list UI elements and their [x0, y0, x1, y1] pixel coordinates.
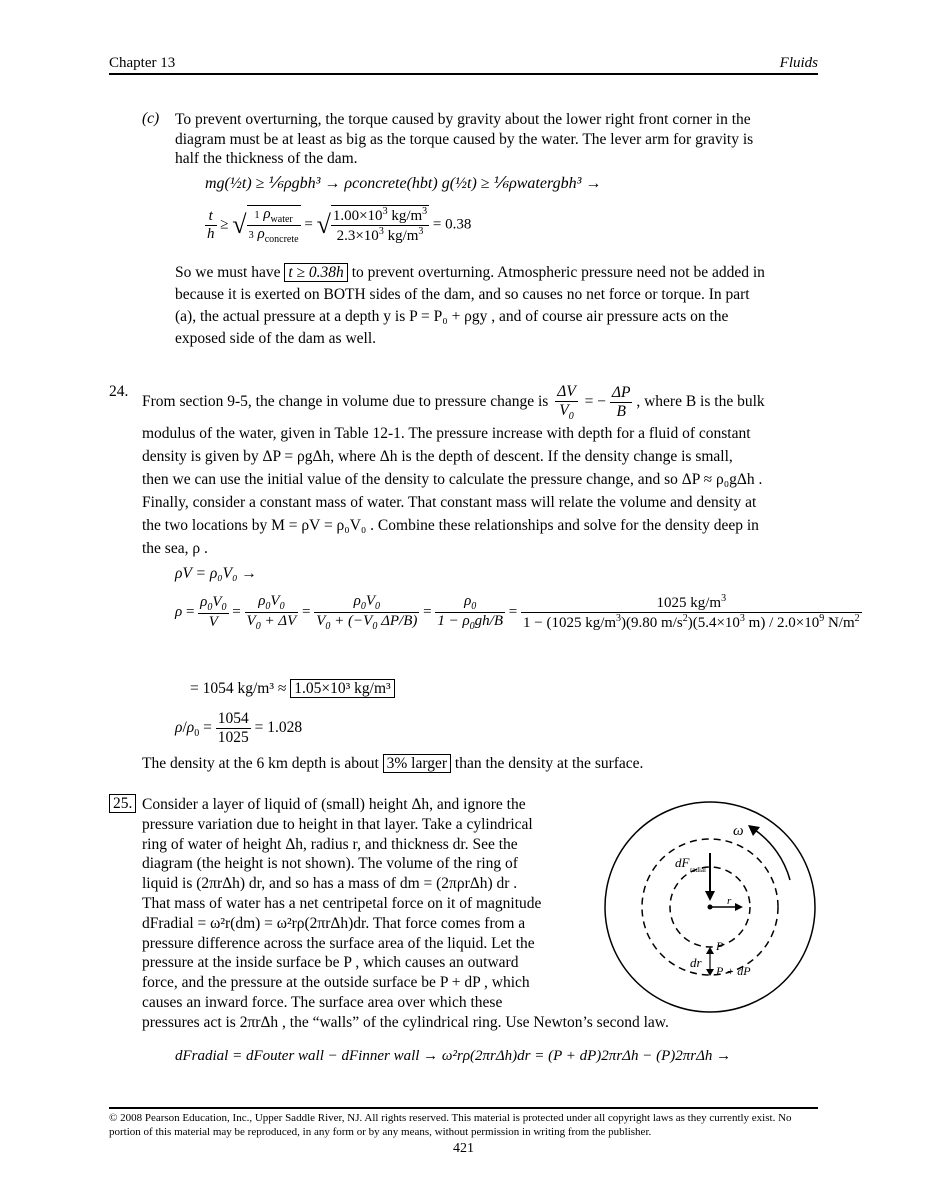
problem-24-line1: From section 9-5, the change in volume due to pressure change is $\frac{\Delta V}{V_0}$ = − $\frac{\Delta P}{B}$ , where B is the bulk [142, 383, 765, 422]
equation-sqrt: $\frac{t}{h}$ ≥ √ 1 $\rho_{water}$ 3 $\rho_{concrete}$ = √ $\frac{1.00\times 10^3 kg/m^3}{2.3\times 10^3 kg/m^3}$ = 0.38 [207, 206, 472, 245]
p25-line: Consider a layer of liquid of (small) height Δh, and ignore the [142, 796, 526, 813]
equation-newton: dFradial = dFouter wall − dFinner wall → ω²rρ(2πrΔh)dr = (P + dP)2πrΔh − (P)2πrΔh → [175, 1048, 732, 1064]
p25-line: force, and the pressure at the outside surface be P + dP , which [142, 974, 530, 992]
equation-torque: mg(½t) ≥ ⅙ρgbh³ → ρconcrete(hbt) g(½t) ≥ ⅙ρwatergbh³ → [205, 175, 602, 192]
P-label: P [716, 939, 724, 953]
p25-line: diagram (the height is not shown). The volume of the ring of [142, 855, 518, 873]
equation-density: ρ = $\frac{\rho_0V_0}{V}$ = $\frac{\rho_0V_0}{V_0 + \Delta V}$ = $\frac{\rho_0V_0}{V_0 + (-V_0 \Delta P/B)}$ = $\frac{\rho_0}{1 - \rho_0gh/B}$ = $\frac{1025 kg/m^3}{1 - (1025 kg/m^3)(9.80 m/s^2)(5.4\times 10^3 m) / 2.0\times 10^9 N/m^2}$ [175, 593, 860, 632]
answer-box-c: t ≥ 0.38h [284, 263, 347, 282]
radius-arrowhead [735, 903, 743, 911]
density-result [190, 680, 395, 698]
p25-line: That mass of water has a net centripetal force on it of magnitude [142, 894, 542, 912]
p25-line: pressure difference across the surface area of the liquid. Let the [142, 934, 535, 952]
p24-line: modulus of the water, given in Table 12-1. The pressure increase with depth for a fluid of constant [142, 425, 751, 442]
problem-24-text [142, 422, 817, 560]
dr-label: dr [690, 955, 702, 970]
copyright-notice: © 2008 Pearson Education, Inc., Upper Saddle River, NJ. All rights reserved. This material is protected under all copyright laws as they currently exist. No portion of this material may be reproduced, in any form or by any means, without permission in writing from the publisher. [109, 1112, 792, 1138]
conclusion-line: because it is exerted on BOTH sides of the dam, and so causes no net force or torque. In part [175, 286, 750, 303]
final-pre: The density at the 6 km depth is about [142, 755, 379, 772]
p24-line: density is given by ΔP = ρgΔh, where Δh is the depth of descent. If the density change is small, [142, 448, 733, 465]
force-arrowhead [705, 891, 715, 901]
rotating-ring-diagram [590, 795, 825, 1020]
p25-line: causes an inward force. The surface area over which these [142, 993, 503, 1011]
problem-24-number: 24. [109, 383, 129, 400]
p24-line: then we can use the initial value of the density to calculate the pressure change, and so ΔP ≈ ρ₀gΔh . [142, 471, 763, 488]
answer-box-percent: 3% larger [383, 754, 451, 773]
ratio-result: = 1.028 [254, 719, 303, 737]
conclusion-post: to prevent overturning. Atmospheric pressure need not be added in [351, 264, 765, 281]
part-c-line: diagram must be at least as big as the torque caused by the water. The lever arm for gravity is [175, 130, 754, 148]
answer-box-density: 1.05×10³ kg/m³ [290, 679, 394, 698]
p25-line: pressure at the inside surface be P , which causes an outward [142, 954, 519, 972]
footer-rule [109, 1107, 818, 1109]
part-c-label: (c) [142, 110, 160, 127]
part-c-conclusion [175, 262, 820, 350]
chapter-label: Chapter 13 [109, 55, 176, 71]
problem-25-number [109, 795, 136, 813]
part-c-line: To prevent overturning, the torque caused by gravity about the lower right front corner in the [175, 111, 751, 128]
p24-line1-pre: From section 9-5, the change in volume due to pressure change is [142, 393, 549, 411]
p25-line: ring of water of height Δh, radius r, and thickness dr. See the [142, 835, 518, 853]
p24-line: the sea, ρ . [142, 540, 208, 557]
p25-line: dFradial = ω²r(dm) = ω²rρ(2πrΔh)dr. That force comes from a [142, 914, 526, 932]
rotation-arc [755, 830, 790, 880]
rotation-arrowhead [748, 825, 760, 836]
PdP-label: P + dP [716, 964, 751, 978]
p24-line1-post: , where B is the bulk [636, 393, 765, 411]
part-c-text [175, 110, 815, 169]
dr-arrow-up [706, 947, 714, 954]
p25-line: pressures act is 2πrΔh , the “walls” of the cylindrical ring. Use Newton’s second law. [142, 1013, 669, 1031]
p24-line: the two locations by M = ρV = ρ₀V₀ . Combine these relationships and solve for the density deep in [142, 517, 759, 534]
topic-label: Fluids [779, 55, 818, 71]
final-post: than the density at the surface. [454, 755, 644, 772]
dF-label: dF [675, 855, 690, 870]
conclusion-pre: So we must have [175, 264, 281, 281]
radius-label: r [727, 895, 732, 907]
ratio-numerator: 1054 [217, 710, 249, 727]
ratio-denominator: 1025 [217, 729, 249, 746]
p24-line: Finally, consider a constant mass of water. That constant mass will relate the volume and density at [142, 494, 757, 511]
p25-line: liquid is (2πrΔh) dr, and so has a mass of dm = (2πρrΔh) dr . [142, 875, 518, 893]
conclusion-line: exposed side of the dam as well. [175, 330, 377, 347]
omega-label: ω [733, 823, 744, 839]
part-c-line: half the thickness of the dam. [175, 150, 358, 167]
density-result-pre: = 1054 kg/m³ ≈ [190, 680, 287, 697]
header-rule [109, 73, 818, 75]
sqrt-result: = 0.38 [432, 216, 472, 233]
conclusion-line: (a), the actual pressure at a depth y is P = P₀ + ρgy , and of course air pressure acts on the [175, 308, 729, 325]
p25-line: pressure variation due to height in that layer. Take a cylindrical [142, 815, 533, 833]
p24-final [142, 755, 643, 773]
problem-25-number-box: 25. [109, 794, 136, 813]
page-number: 421 [453, 1141, 474, 1156]
dF-subscript: radial [690, 866, 706, 874]
density-ratio: $\rho/\rho_0$ = $\frac{1054}{1025}$ = 1.028 [175, 710, 303, 746]
equation-mass: ρV = ρ₀V₀ → [175, 565, 257, 582]
